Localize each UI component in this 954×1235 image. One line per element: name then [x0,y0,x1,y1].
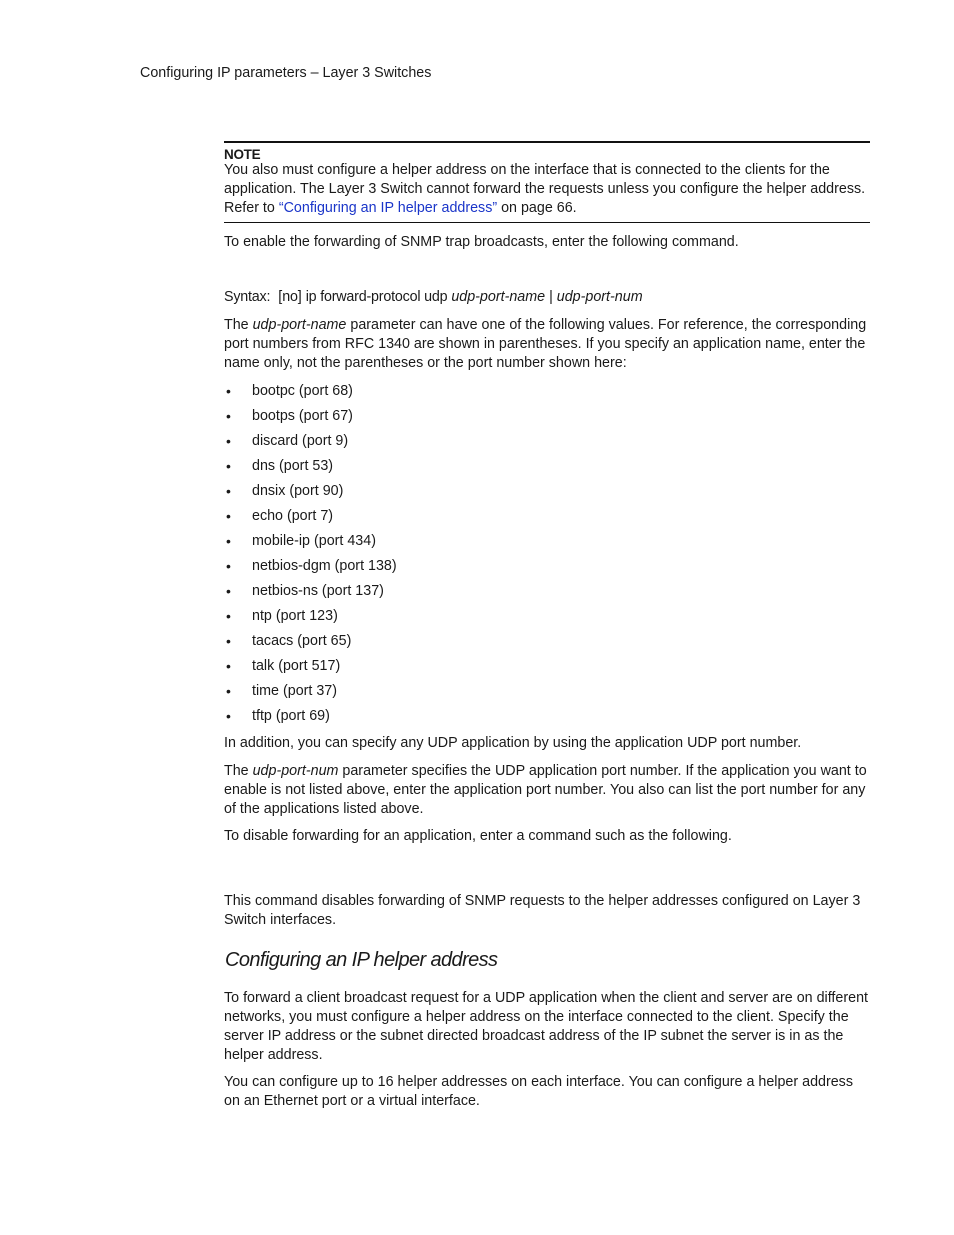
list-item [224,557,397,582]
section-paragraph-2: You can configure up to 16 helper addresses on each interface. You can configure a helper address on an Ethernet port or a virtual interface. [224,1074,853,1109]
syntax-param-2: udp-port-num [556,289,643,305]
bullet-icon: • [226,508,231,524]
list-item [224,457,397,482]
bullet-icon: • [226,408,231,424]
bullet-icon: • [226,558,231,574]
list-item-text: discard (port 9) [252,433,349,449]
note-link[interactable]: “Configuring an IP helper address” [278,200,498,216]
note-label: NOTE [224,147,261,162]
list-item [224,432,397,457]
bullet-icon: • [226,583,231,599]
num-desc-post: parameter specifies the UDP application port number. If the application you want to enable is not listed above, enter the application port number. You also can list the port number for any of the applications listed above. [224,763,867,817]
list-item-text: talk (port 517) [252,658,341,674]
list-item-text: bootps (port 67) [252,408,353,424]
param-desc-pre: The [224,317,253,333]
running-header: Configuring IP parameters – Layer 3 Switches [140,65,432,81]
port-list [224,382,397,732]
note-top-rule [224,141,870,143]
list-item-text: netbios-ns (port 137) [252,583,384,599]
note-body [224,161,870,218]
list-item [224,632,397,657]
section-paragraph-1: To forward a client broadcast request for a UDP application when the client and server are on different networks, you must configure a helper address on the interface connected to the client. Specify the server IP address or the subnet directed broadcast address of the IP subnet the server is in as the helper address. [224,990,868,1063]
list-item-text: bootpc (port 68) [252,383,353,399]
syntax-line [224,288,643,307]
syntax-command: ip forward-protocol udp [305,289,448,305]
bullet-icon: • [226,458,231,474]
disable-intro-paragraph: To disable forwarding for an application, enter a command such as the following. [224,828,732,844]
list-item [224,607,397,632]
syntax-param-1: udp-port-name [451,289,546,305]
note-bottom-rule [224,222,870,223]
list-item-text: tftp (port 69) [252,708,330,724]
note-text-2: on page 66. [497,200,577,216]
list-item [224,407,397,432]
bullet-icon: • [226,383,231,399]
syntax-no: no [282,289,298,305]
list-item [224,657,397,682]
bullet-icon: • [226,483,231,499]
bullet-icon: • [226,708,231,724]
syntax-separator: | [549,289,553,305]
bullet-icon: • [226,683,231,699]
list-item-text: time (port 37) [252,683,338,699]
bullet-icon: • [226,633,231,649]
disable-result-paragraph: This command disables forwarding of SNMP requests to the helper addresses configured on Layer 3 Switch interfaces. [224,893,861,928]
syntax-bracket-close: ] [297,289,302,305]
addition-paragraph: In addition, you can specify any UDP application by using the application UDP port number. [224,735,802,751]
list-item [224,707,397,732]
num-desc-name: udp-port-num [252,763,339,779]
list-item [224,532,397,557]
list-item-text: ntp (port 123) [252,608,338,624]
param-description [224,316,870,373]
syntax-label: Syntax: [224,289,271,305]
section-heading: Configuring an IP helper address [225,949,498,971]
list-item [224,582,397,607]
bullet-icon: • [226,533,231,549]
num-desc-pre: The [224,763,253,779]
bullet-icon: • [226,433,231,449]
note-text-1: You also must configure a helper address on the interface that is connected to the clients for the application. The Layer 3 Switch cannot forward the requests unless you configure the helper address. Refer to [224,162,866,216]
list-item [224,482,397,507]
list-item [224,382,397,407]
bullet-icon: • [226,608,231,624]
list-item-text: dns (port 53) [252,458,334,474]
param-desc-name: udp-port-name [252,317,347,333]
syntax-bracket-open: [ [278,289,283,305]
list-item-text: tacacs (port 65) [252,633,352,649]
param-desc-post: parameter can have one of the following values. For reference, the corresponding port numbers from RFC 1340 are shown in parentheses. If you specify an application name, enter the name only, not the parentheses or the port number shown here: [224,317,867,371]
list-item-text: echo (port 7) [252,508,334,524]
list-item-text: netbios-dgm (port 138) [252,558,397,574]
list-item [224,682,397,707]
list-item-text: mobile-ip (port 434) [252,533,376,549]
bullet-icon: • [226,658,231,674]
list-item-text: dnsix (port 90) [252,483,344,499]
list-item [224,507,397,532]
intro-paragraph: To enable the forwarding of SNMP trap broadcasts, enter the following command. [224,234,739,250]
num-description [224,762,870,819]
